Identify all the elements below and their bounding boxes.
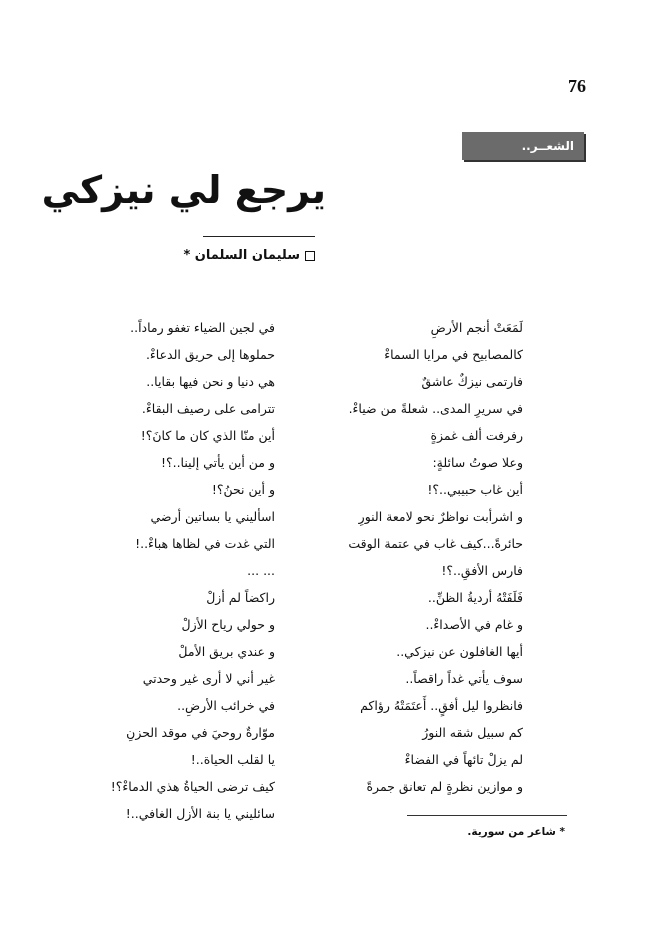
- poem-left-column: [111, 314, 275, 827]
- section-tag: الشعــر..: [462, 132, 584, 160]
- poem-line: حائرةً...كيف غاب في عتمة الوقت: [348, 536, 523, 551]
- poem-line: حملوها إلى حريق الدعاءْ.: [145, 347, 275, 362]
- poem-line: غير أني لا أرى غير وحدتي: [142, 671, 275, 686]
- poem-line: و موازين نظرةٍ لم تعانق جمرةً: [366, 779, 523, 794]
- poem-line: و من أين يأتي إلينا..؟!: [160, 455, 275, 470]
- poem-line: و اشرأبت نواظرٌ نحو لامعة النورِ: [358, 509, 523, 524]
- poem-line: رفرفت ألف غمزةٍ: [430, 428, 523, 443]
- author-divider: [203, 236, 315, 237]
- poem-line: و أين نحنُ؟!: [211, 482, 275, 497]
- poem-line: موّارةٌ روحيَ في موقد الحزنِ: [126, 725, 275, 740]
- poem-line: في لجين الضياء تغفو رماداً..: [130, 320, 275, 335]
- poem-line: و غام في الأصداءْ..: [425, 617, 523, 632]
- poem-line: كالمصابيح في مرايا السماءْ: [384, 347, 523, 362]
- footnote: * شاعر من سورية.: [467, 826, 565, 838]
- poem-line: سوف يأتي غداً راقصاً..: [405, 671, 523, 686]
- page-number: 76: [568, 76, 586, 96]
- author-name: سليمان السلمان *: [183, 248, 300, 263]
- poem-line: في سريرِ المدى.. شعلةً من ضياءْ.: [348, 401, 523, 416]
- poem-line: كيف ترضى الحياةُ هذي الدماءْ؟!: [110, 779, 275, 794]
- poem-ellipsis-line: ... ...: [247, 563, 275, 578]
- poem-line: لم يزلْ تائهاً في الفضاءْ: [404, 752, 523, 767]
- poem-line: و حولي رياح الأزلْ: [181, 617, 275, 632]
- poem-line: تترامى على رصيف البقاءْ.: [141, 401, 275, 416]
- poem-right-column: [348, 314, 523, 800]
- poem-line: أيها الغافلون عن نيزكي..: [396, 644, 523, 659]
- poem-line: فانظروا ليل أفقٍ.. أَعتَمَتْهُ رؤاكم: [360, 698, 523, 713]
- poem-line: سائليني يا بنة الأزل الغافي..!: [125, 806, 275, 821]
- poem-title: يرجع لي نيزكي: [41, 168, 326, 212]
- poem-line: كم سبيل شقه النورُ: [422, 725, 523, 740]
- poem-line: اسأليني يا بساتين أرضي: [150, 509, 275, 524]
- poem-line: التي غدت في لظاها هباءْ..!: [135, 536, 275, 551]
- square-bullet-icon: [305, 251, 315, 261]
- poem-line: أين غاب حبيبي..؟!: [427, 482, 523, 497]
- poem-line: لَمَعَتْ أنجم الأرضِ: [430, 320, 523, 335]
- poem-line: فارس الأفقِ..؟!: [441, 563, 523, 578]
- poem-line: أين منّا الذي كان ما كانَ؟!: [140, 428, 275, 443]
- author-byline: [183, 248, 315, 263]
- poem-line: و عندي بريق الأملْ: [178, 644, 275, 659]
- poem-line: فارتمى نيزكٌ عاشقٌ: [421, 374, 523, 389]
- poem-line: هي دنيا و نحن فيها بقايا..: [146, 374, 275, 389]
- poem-line: راكضاً لم أزلْ: [206, 590, 275, 605]
- poem-line: فَلَفَتْهُ أرديةُ الظنِّ..: [427, 590, 523, 605]
- poem-line: يا لقلب الحياة..!: [190, 752, 275, 767]
- footnote-divider: [407, 815, 567, 816]
- poem-line: في خرائب الأرضِ..: [177, 698, 275, 713]
- poem-line: وعلا صوتُ سائلةٍ:: [432, 455, 523, 470]
